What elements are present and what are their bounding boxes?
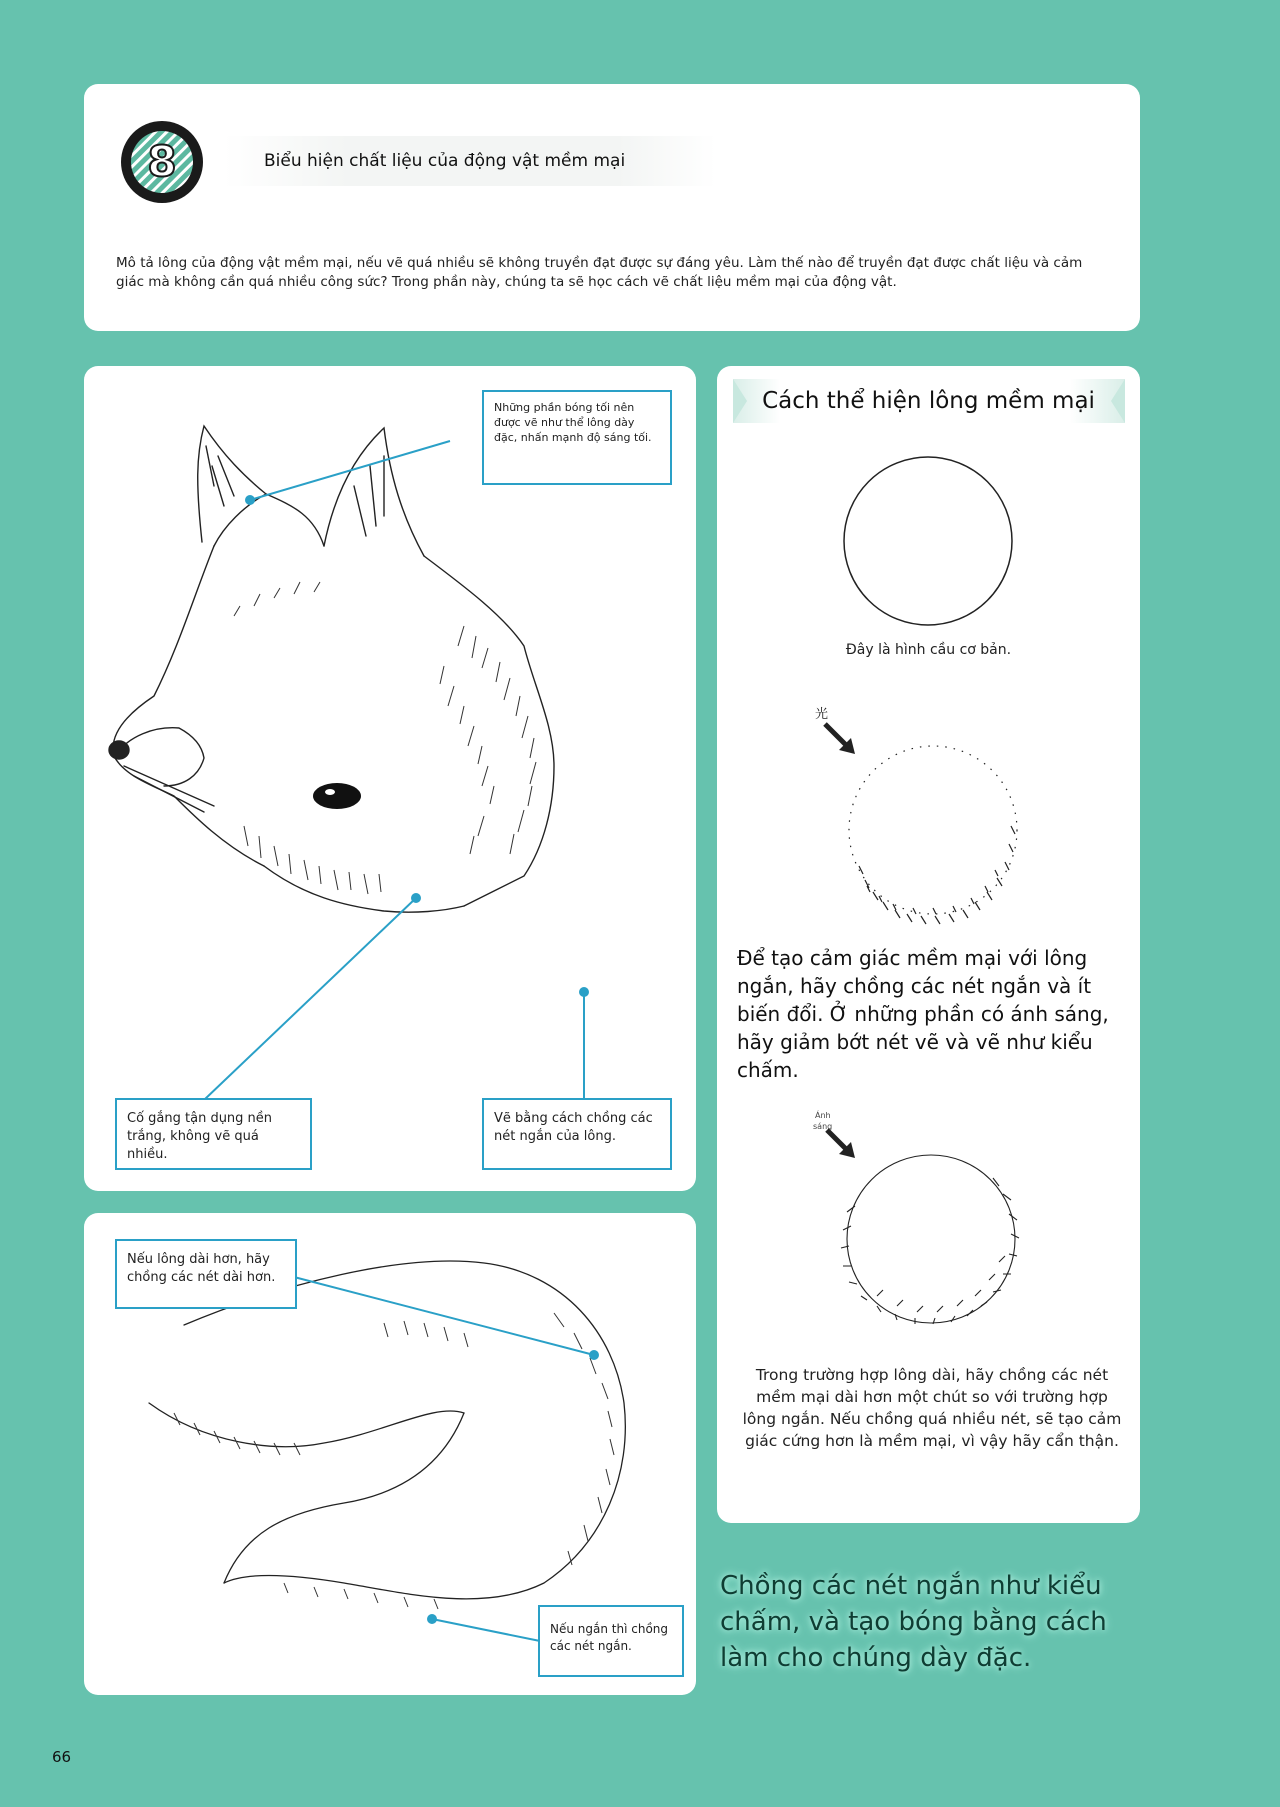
basic-sphere-caption: Đây là hình cầu cơ bản. [845,642,1012,658]
header-card [84,84,1140,331]
callout-shadow-dense-fur: Những phần bóng tối nên được vẽ như thể lông dày đặc, nhấn mạnh độ sáng tối. [482,390,672,485]
basic-sphere [844,457,1012,625]
short-fur-explanation: Để tạo cảm giác mềm mại với lông ngắn, hãy chồng các nét ngắn và ít biến đổi. Ở những phần có ánh sáng, hãy giảm bớt nét vẽ và vẽ như kiểu chấm. [737,946,1109,1082]
light-label-2b: sáng [813,1122,833,1131]
light-label-1: 光 [815,707,829,722]
short-fur-sphere [849,746,1017,924]
section-title: Biểu hiện chất liệu của động vật mềm mại [224,136,716,186]
callout-use-white-space: Cố gắng tận dụng nền trắng, không vẽ quá nhiều. [115,1098,312,1170]
callout-short-fur-strokes: Nếu ngắn thì chồng các nét ngắn. [538,1605,684,1677]
page-number: 66 [52,1748,72,1766]
callout-long-fur: Nếu lông dài hơn, hãy chồng các nét dài hơn. [115,1239,297,1309]
badge-number: 8 [147,137,177,186]
intro-paragraph: Mô tả lông của động vật mềm mại, nếu vẽ quá nhiều sẽ không truyền đạt được sự đáng yêu. Làm thế nào để truyền đạt được chất liệu và cảm giác mà không cần quá nhiều công sức? Trong phần này, chúng ta sẽ học cách vẽ chất liệu mềm mại của động vật. [116,255,1083,290]
long-fur-explanation: Trong trường hợp lông dài, hãy chồng các nét mềm mại dài hơn một chút so với trường hợp lông ngắn. Nếu chồng quá nhiều nét, sẽ tạo cảm giác cứng hơn là mềm mại, vì vậy hãy cẩn thận. [742,1366,1122,1450]
tail-illustration-card [84,1213,696,1695]
light-label-2a: Ánh [815,1111,831,1120]
section-number-badge [120,120,204,204]
soft-fur-technique-card [717,366,1140,1523]
summary-quote: Chồng các nét ngắn như kiểu chấm, và tạo bóng bằng cách làm cho chúng dày đặc. [720,1571,1107,1673]
long-fur-sphere [841,1155,1019,1324]
fox-illustration-card [84,366,696,1191]
callout-short-strokes: Vẽ bằng cách chồng các nét ngắn của lông. [482,1098,672,1170]
fox-head-illustration [84,366,696,1191]
technique-title: Cách thể hiện lông mềm mại [762,388,1095,414]
